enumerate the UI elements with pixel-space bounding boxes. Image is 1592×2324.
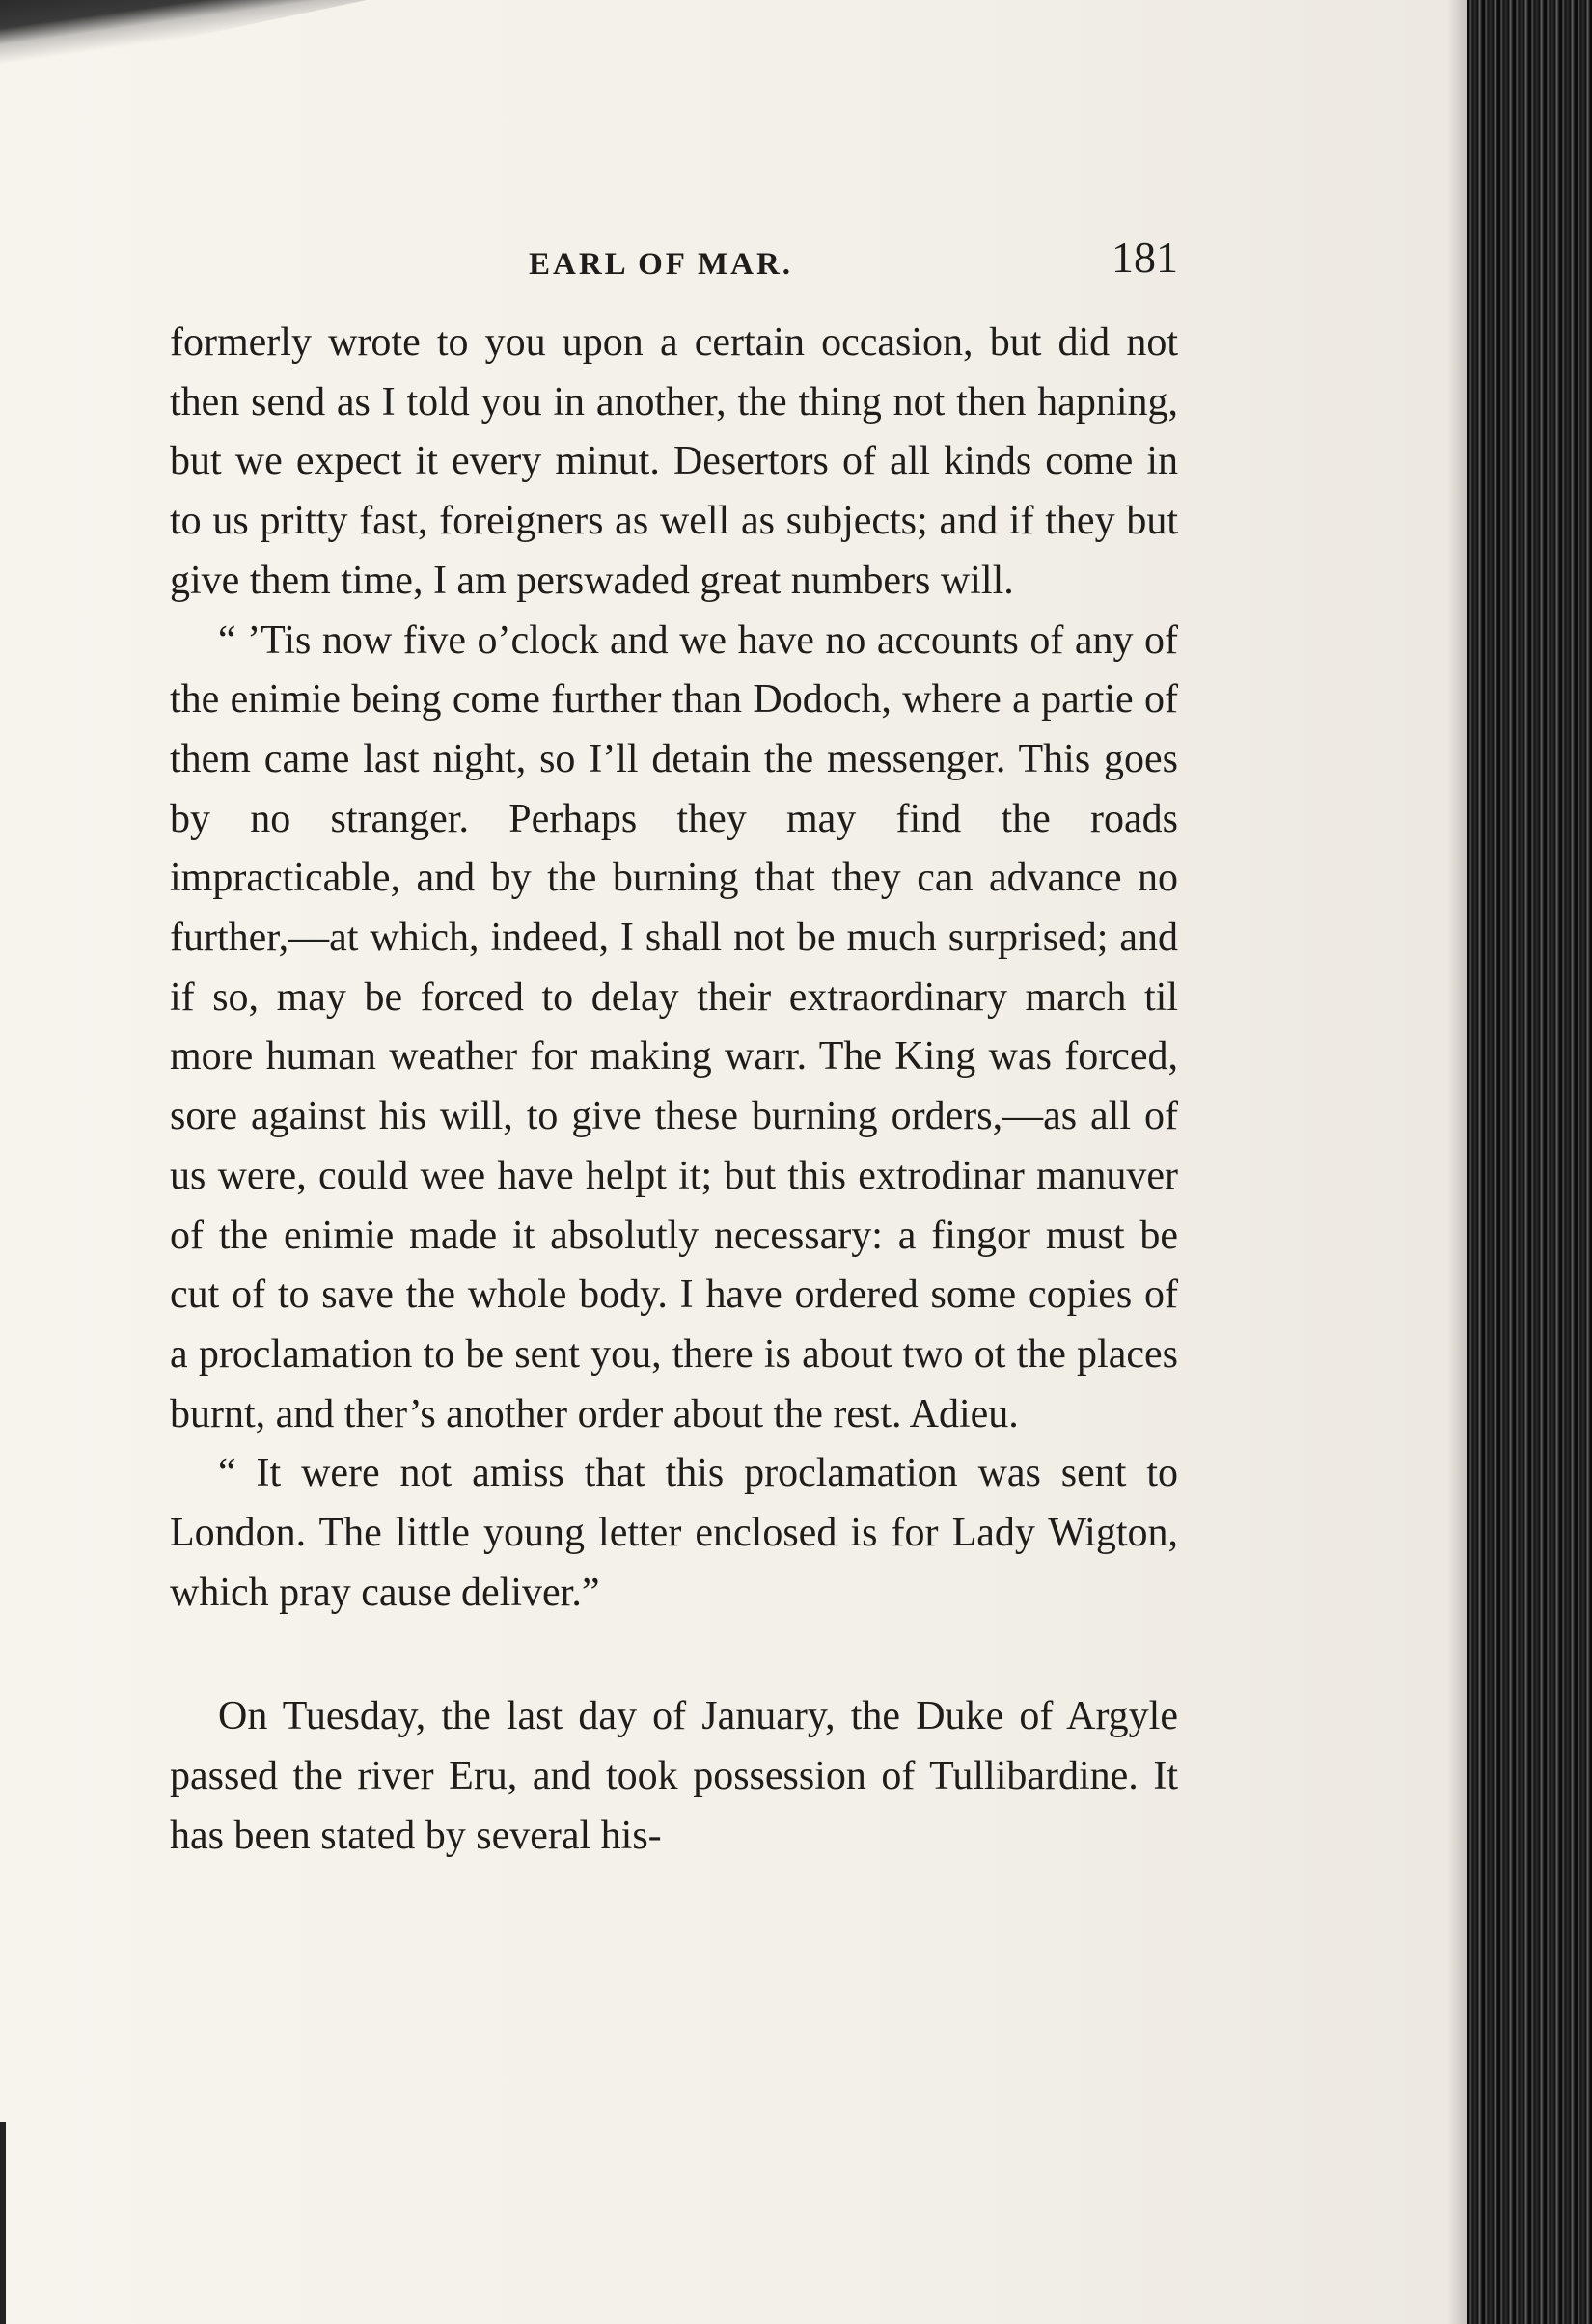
page-corner-shadow: [0, 0, 367, 77]
paragraph-3: “ It were not amiss that this proclamation was sent to London. The little young letter enclosed is for Lady Wigton, which pray cause deliver.”: [170, 1451, 1178, 1615]
paragraph-4: On Tuesday, the last day of January, the Duke of Argyle passed the river Eru, and took possession of Tullibardine. It has been stated by several his-: [170, 1694, 1178, 1858]
running-head: EARL OF MAR.: [529, 247, 794, 282]
section-gap: [170, 1623, 1178, 1687]
book-binding-edge: [1467, 0, 1592, 2324]
body-text: [170, 314, 1178, 1867]
page-number: 181: [1112, 232, 1178, 282]
page-header: [170, 232, 1178, 289]
paragraph-2: “ ’Tis now five o’clock and we have no accounts of any of the enimie being come further than Dodoch, where a partie of them came last night, so I’ll detain the messenger. This goes by no stranger. Perhaps they may find the roads impracticable, and by the burning that they can advance no further,—at which, indeed, I shall not be much surprised; and if so, may be forced to delay their extraordinary march til more human weather for making warr. The King was forced, sore against his will, to give these burning orders,—as all of us were, could wee have helpt it; but this extrodinar manuver of the enimie made it absolutly necessary: a fingor must be cut of to save the whole body. I have ordered some copies of a proclamation to be sent you, there is about two ot the places burnt, and ther’s another order about the rest. Adieu.: [170, 617, 1178, 1436]
left-edge-mark: [0, 2122, 6, 2324]
paragraph-1: formerly wrote to you upon a certain occasion, but did not then send as I told you in another, the thing not then hapning, but we expect it every minut. Desertors of all kinds come in to us pritty fast, foreigners as well as subjects; and if they but give them time, I am perswaded great numbers will.: [170, 320, 1178, 603]
